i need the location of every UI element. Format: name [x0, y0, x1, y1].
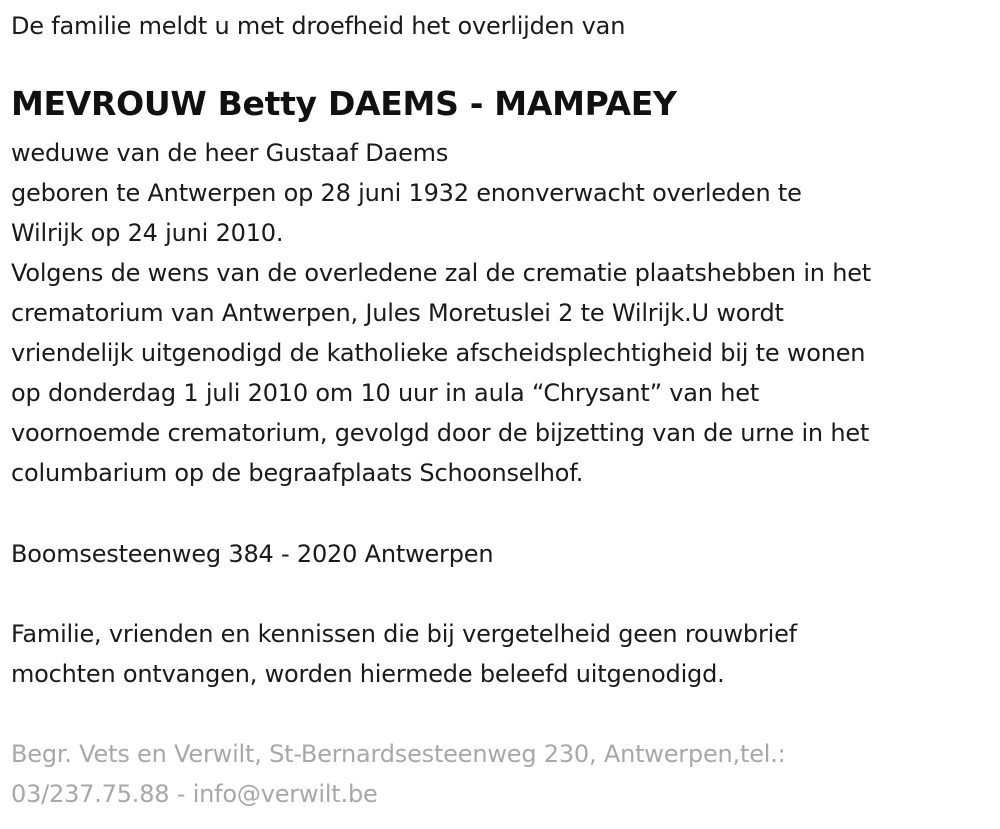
deceased-name: MEVROUW Betty DAEMS - MAMPAEY [11, 84, 677, 123]
obituary-body [11, 133, 871, 493]
crematorium-line: crematorium van Antwerpen, Jules Moretuslei 2 te Wilrijk.U wordt [11, 299, 784, 327]
death-place-line: Wilrijk op 24 juni 2010. [11, 219, 284, 247]
funeral-director-footer [11, 734, 786, 814]
columbarium-line: columbarium op de begraafplaats Schoonselhof. [11, 459, 584, 487]
widow-line: weduwe van de heer Gustaaf Daems [11, 139, 449, 167]
family-address: Boomsesteenweg 384 - 2020 Antwerpen [11, 540, 494, 568]
invitation-line: Familie, vrienden en kennissen die bij vergetelheid geen rouwbrief [11, 620, 797, 648]
intro-text: De familie meldt u met droefheid het overlijden van [11, 12, 626, 40]
ceremony-invite-line: vriendelijk uitgenodigd de katholieke afscheidsplechtigheid bij te wonen [11, 339, 866, 367]
birth-death-line: geboren te Antwerpen op 28 juni 1932 enonverwacht overleden te [11, 179, 802, 207]
invitation-block [11, 614, 797, 694]
footer-line: Begr. Vets en Verwilt, St-Bernardsesteenweg 230, Antwerpen,tel.: [11, 740, 786, 768]
urn-line: voornoemde crematorium, gevolgd door de bijzetting van de urne in het [11, 419, 870, 447]
ceremony-date-line: op donderdag 1 juli 2010 om 10 uur in aula “Chrysant” van het [11, 379, 760, 407]
footer-line: 03/237.75.88 - info@verwilt.be [11, 780, 378, 808]
cremation-line: Volgens de wens van de overledene zal de crematie plaatshebben in het [11, 259, 872, 287]
invitation-line: mochten ontvangen, worden hiermede beleefd uitgenodigd. [11, 660, 725, 688]
